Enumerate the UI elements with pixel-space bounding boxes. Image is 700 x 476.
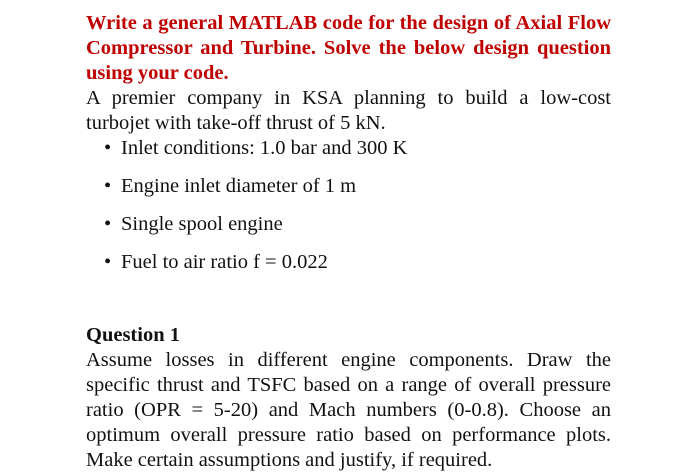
question-body: Assume losses in different engine components. Draw the specific thrust and TSFC based on a range of overall pressure ratio (OPR = 5-20) and Mach numbers (0-0.8). Choose an optimum overall pressure ratio based on performance plots. Make certain assumptions and justify, if required. [86, 349, 611, 471]
bullet-icon: • [104, 251, 112, 273]
task-heading: Write a general MATLAB code for the design of Axial Flow Compressor and Turbine. Solve the below design question using your code. [86, 12, 611, 84]
bullet-icon: • [104, 213, 112, 235]
list-item-text: Engine inlet diameter of 1 m [121, 175, 357, 197]
design-conditions-list [86, 136, 611, 275]
list-item-text: Inlet conditions: 1.0 bar and 300 K [121, 137, 408, 159]
intro-paragraph: A premier company in KSA planning to build a low-cost turbojet with take-off thrust of 5 kN. [86, 87, 611, 134]
question-title: Question 1 [86, 324, 180, 346]
list-item [104, 174, 611, 199]
list-item [104, 250, 611, 275]
list-item [104, 136, 611, 161]
bullet-icon: • [104, 175, 112, 197]
list-item-text: Single spool engine [121, 213, 283, 235]
list-item [104, 212, 611, 237]
list-item-text: Fuel to air ratio f = 0.022 [121, 251, 328, 273]
bullet-icon: • [104, 137, 112, 159]
document-page [86, 11, 611, 473]
